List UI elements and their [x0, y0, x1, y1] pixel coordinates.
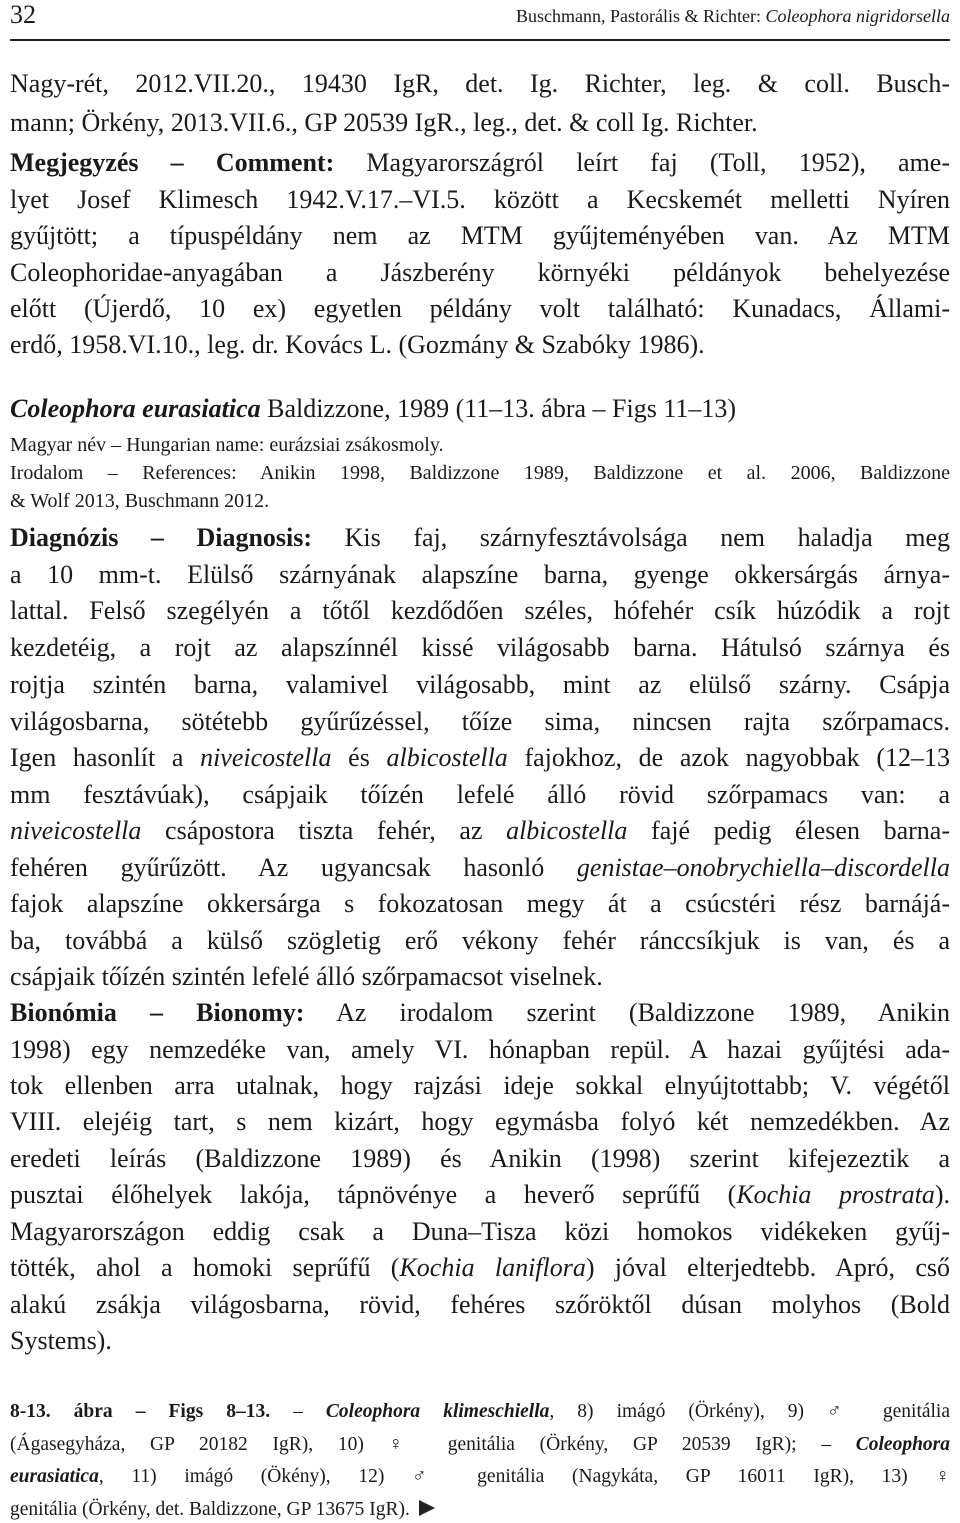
- text-line: [10, 183, 950, 217]
- text-run: Magyarországról leírt faj (Toll, 1952), ame-: [334, 148, 950, 177]
- text-run: VIII. elejéig tart, s nem kizárt, hogy egymásba folyó két nemzedékben. Az: [10, 1107, 950, 1136]
- text-line: [10, 487, 950, 515]
- text-run: és: [331, 743, 387, 772]
- text-line: [10, 292, 950, 326]
- text-run: Coleophoridae-anyagában a Jászberény környéki példányok behelyezése: [10, 258, 950, 287]
- text-run: Nagy-rét, 2012.VII.20., 19430 IgR, det. Ig. Richter, leg. & coll. Busch-: [10, 69, 950, 98]
- text-run: Az irodalom szerint (Baldizzone 1989, Anikin: [304, 998, 951, 1027]
- header-rule: [10, 39, 950, 41]
- text-line: [10, 1178, 950, 1212]
- text-run: Baldizzone, 1989 (11–13. ábra – Figs 11–13): [260, 394, 737, 423]
- text-line: [10, 705, 950, 739]
- text-line: [10, 521, 950, 555]
- text-line: [10, 558, 950, 592]
- text-line: [10, 960, 950, 994]
- running-head: [516, 4, 950, 28]
- text-run: genitália (Örkény, det. Baldizzone, GP 13675 IgR).: [10, 1499, 410, 1520]
- text-run: , 8) imágó (Örkény), 9) ♂ genitália: [549, 1401, 951, 1422]
- text-line: [10, 67, 950, 101]
- italic-term: niveicostella: [10, 816, 142, 845]
- text-line: [10, 778, 950, 812]
- text-line: [10, 219, 950, 253]
- text-run: ba, továbbá a külső szögletig erő vékony fehér ránccsíkjuk is van, és a: [10, 926, 950, 955]
- section-heading: 8-13. ábra – Figs 8–13.: [10, 1401, 271, 1422]
- text-run: fajokhoz, de azok nagyobbak (12–13: [507, 743, 950, 772]
- text-line: [10, 631, 950, 665]
- text-run: fajé pedig élesen barna-: [627, 816, 950, 845]
- text-run: előtt (Újerdő, 10 ex) egyetlen példány volt található: Kunadacs, Állami-: [10, 294, 950, 323]
- text-run: kezdetéig, a rojt az alapszínnél kissé világosabb barna. Hátulsó szárnya és: [10, 633, 950, 662]
- text-line: [10, 1324, 950, 1358]
- italic-term: Coleophora nigridorsella: [765, 6, 950, 26]
- text-run: Magyar név – Hungarian name: eurázsiai zsákosmoly.: [10, 434, 444, 456]
- text-run: tötték, ahol a homoki seprűfű (: [10, 1253, 400, 1282]
- text-line: [10, 392, 950, 426]
- continue-arrow-icon: [419, 1500, 435, 1516]
- text-run: mm fesztávúak), csápjaik tőízén lefelé álló rövid szőrpamacs van: a: [10, 780, 950, 809]
- section-heading: Megjegyzés – Comment:: [10, 148, 335, 177]
- text-line: [10, 106, 950, 140]
- text-run: erdő, 1958.VI.10., leg. dr. Kovács L. (Gozmány & Szabóky 1986).: [10, 330, 705, 359]
- text-line: [10, 459, 950, 487]
- text-run: Systems).: [10, 1326, 112, 1355]
- text-run: fajok alapszíne okkersárga s fokozatosan megy át a csúcstéri rész barnájá-: [10, 889, 950, 918]
- italic-term: albicostella: [386, 743, 508, 772]
- text-line: [10, 328, 950, 362]
- page-number: 32: [10, 0, 36, 29]
- text-line: [10, 924, 950, 958]
- text-line: [10, 256, 950, 290]
- italic-term: genistae–onobrychiella–discordella: [576, 853, 950, 882]
- text-line: [10, 594, 950, 628]
- text-line: [10, 1251, 950, 1285]
- text-line: [10, 146, 950, 180]
- italic-term: Kochia laniflora: [399, 1253, 586, 1282]
- text-line: [10, 1288, 950, 1322]
- species-name: Coleophora klimeschiella: [325, 1401, 550, 1422]
- text-line: [10, 1215, 950, 1249]
- text-run: csápjaik tőízén szintén lefelé álló szőrpamacsot viselnek.: [10, 962, 603, 991]
- text-run: lattal. Felső szegélyén a tőtől kezdődően széles, hófehér csík húzódik a rojt: [10, 596, 950, 625]
- figure-caption-line: [10, 1431, 950, 1459]
- italic-term: niveicostella: [200, 743, 332, 772]
- text-run: (Ágasegyháza, GP 20182 IgR), 10) ♀ genitália (Örkény, GP 20539 IgR); –: [10, 1434, 856, 1455]
- text-line: [10, 851, 950, 885]
- text-run: csápostora tiszta fehér, az: [141, 816, 507, 845]
- text-run: a 10 mm-t. Elülső szárnyának alapszíne barna, gyenge okkersárgás árnya-: [10, 560, 950, 589]
- figure-caption-line: [10, 1463, 950, 1491]
- species-name: eurasiatica: [10, 1466, 99, 1487]
- text-run: Kis faj, szárnyfesztávolsága nem haladja meg: [312, 523, 950, 552]
- text-run: mann; Örkény, 2013.VII.6., GP 20539 IgR., leg., det. & coll Ig. Richter.: [10, 108, 758, 137]
- text-line: [10, 1142, 950, 1176]
- text-line: [10, 668, 950, 702]
- text-line: [10, 1069, 950, 1103]
- text-run: & Wolf 2013, Buschmann 2012.: [10, 490, 270, 512]
- text-run: ).: [934, 1180, 950, 1209]
- text-run: ) jóval elterjedtebb. Apró, cső: [585, 1253, 950, 1282]
- text-line: [10, 1105, 950, 1139]
- species-name: Coleophora eurasiatica: [10, 394, 261, 423]
- text-line: [10, 887, 950, 921]
- figure-caption-line: [10, 1496, 950, 1523]
- text-run: gyűjtött; a típuspéldány nem az MTM gyűjteményében van. Az MTM: [10, 221, 950, 250]
- text-run: rojtja szintén barna, valamivel világosabb, mint az elülső szárny. Csápja: [10, 670, 950, 699]
- italic-term: Kochia prostrata: [736, 1180, 935, 1209]
- text-run: világosbarna, sötétebb gyűrűzéssel, tőíze sima, nincsen rajta szőrpamacs.: [10, 707, 950, 736]
- text-run: tok ellenben arra utalnak, hogy rajzási ideje sokkal elnyújtottabb; V. végétől: [10, 1071, 950, 1100]
- section-heading: Bionómia – Bionomy:: [10, 998, 305, 1027]
- text-run: fehéren gyűrűzött. Az ugyancsak hasonló: [10, 853, 577, 882]
- text-run: Buschmann, Pastorális & Richter:: [516, 6, 766, 26]
- text-line: [10, 1033, 950, 1067]
- text-run: alakú zsákja világosbarna, rövid, fehéres szőröktől dúsan molyhos (Bold: [10, 1290, 950, 1319]
- text-run: lyet Josef Klimesch 1942.V.17.–VI.5. között a Kecskemét melletti Nyíren: [10, 185, 950, 214]
- text-run: 1998) egy nemzedéke van, amely VI. hónapban repül. A hazai gyűjtési ada-: [10, 1035, 950, 1064]
- italic-term: albicostella: [506, 816, 628, 845]
- text-run: pusztai élőhelyek lakója, tápnövénye a heverő seprűfű (: [10, 1180, 737, 1209]
- text-line: [10, 814, 950, 848]
- text-run: Igen hasonlít a: [10, 743, 201, 772]
- text-run: Magyarországon eddig csak a Duna–Tisza közi homokos vidékeken gyűj-: [10, 1217, 950, 1246]
- text-line: [10, 431, 950, 459]
- text-line: [10, 996, 950, 1030]
- text-run: Irodalom – References: Anikin 1998, Baldizzone 1989, Baldizzone et al. 2006, Baldizzone: [10, 462, 950, 484]
- text-run: eredeti leírás (Baldizzone 1989) és Anikin (1998) szerint kifejezeztik a: [10, 1144, 950, 1173]
- figure-caption-line: [10, 1398, 950, 1426]
- species-name: Coleophora: [855, 1434, 950, 1455]
- section-heading: Diagnózis – Diagnosis:: [10, 523, 313, 552]
- text-run: –: [270, 1401, 326, 1422]
- text-line: [10, 741, 950, 775]
- text-run: , 11) imágó (Ökény), 12) ♂ genitália (Nagykáta, GP 16011 IgR), 13) ♀: [98, 1466, 950, 1487]
